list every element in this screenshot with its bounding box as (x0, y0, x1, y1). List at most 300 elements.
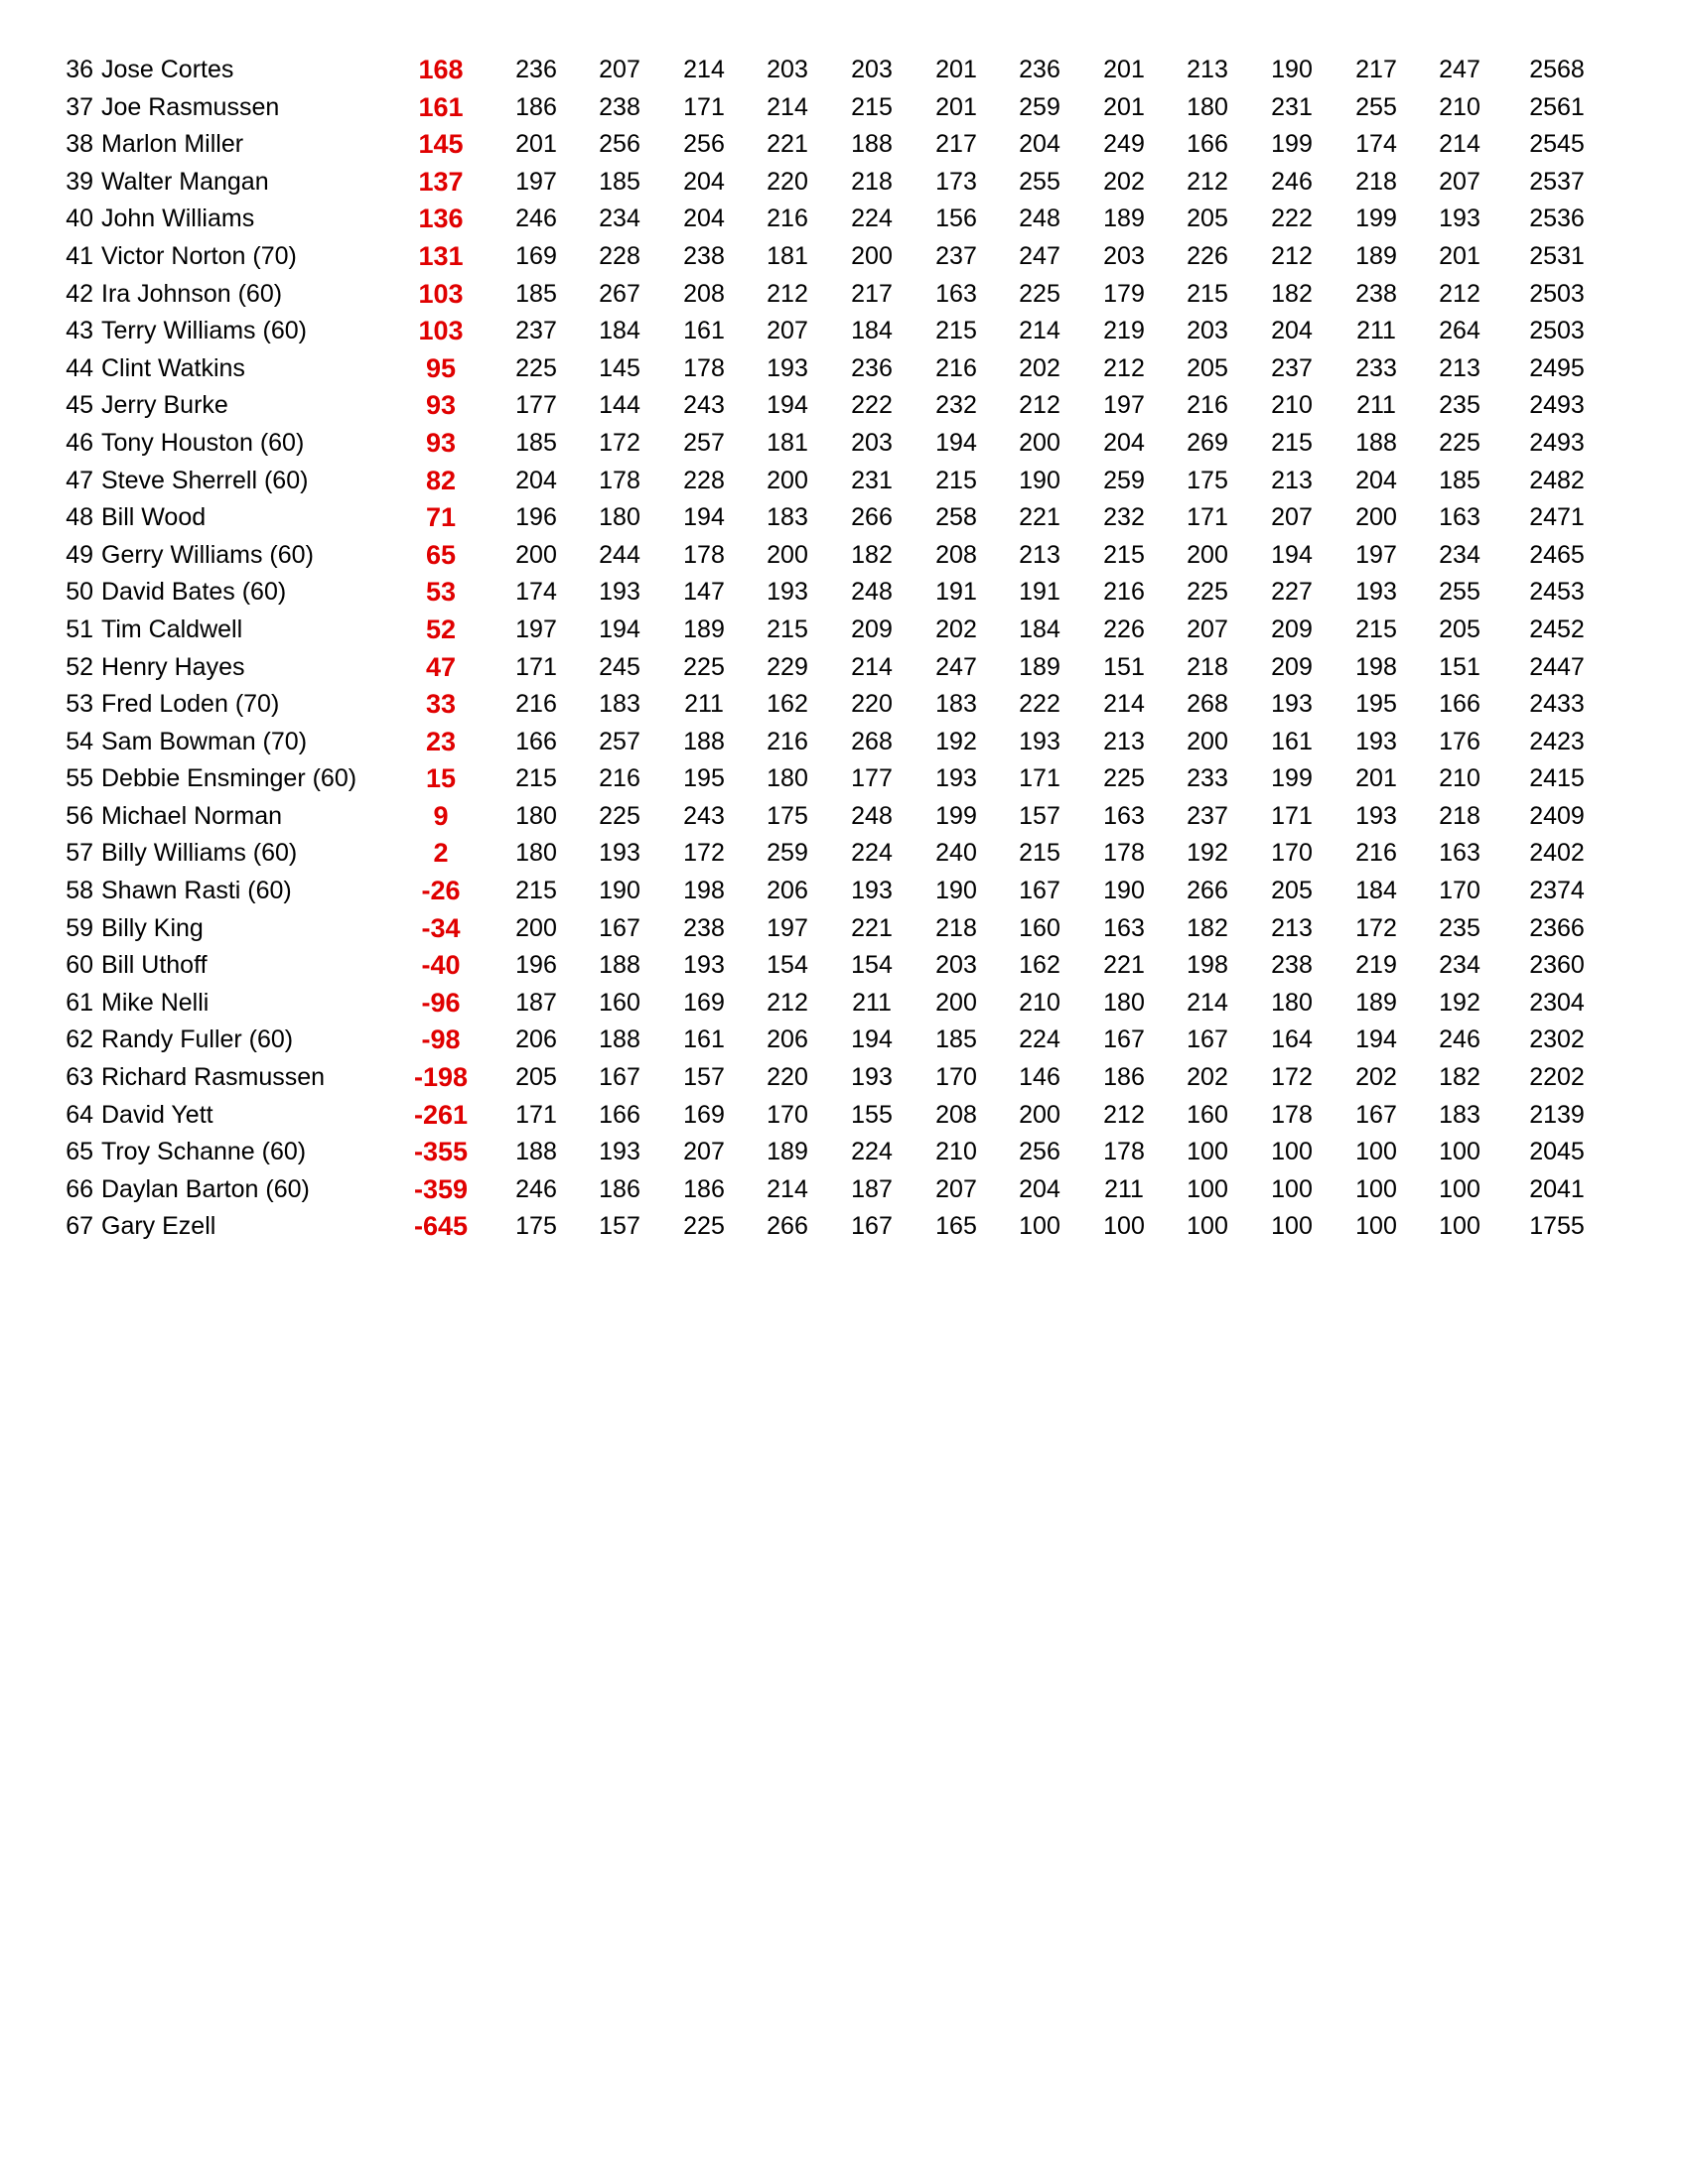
game-score-cell: 218 (1439, 801, 1480, 830)
game-score-cell: 197 (515, 614, 557, 643)
game-score-cell: 170 (935, 1063, 977, 1092)
total-cell: 2423 (1529, 727, 1585, 755)
game-score-cell: 188 (599, 951, 640, 980)
table-row (0, 985, 1688, 1023)
game-score-cell: 215 (1271, 428, 1313, 457)
game-score-cell: 210 (1439, 92, 1480, 121)
game-score-cell: 196 (515, 951, 557, 980)
game-score-cell: 194 (767, 391, 808, 420)
rank-cell: 41 (66, 241, 93, 270)
bowler-name-cell: John Williams (101, 205, 255, 233)
game-score-cell: 165 (935, 1212, 977, 1241)
game-score-cell: 255 (1439, 578, 1480, 607)
game-score-cell: 151 (1103, 652, 1145, 681)
game-score-cell: 213 (1103, 727, 1145, 755)
game-score-cell: 213 (1187, 56, 1228, 83)
rank-cell: 44 (66, 353, 93, 382)
game-score-cell: 201 (1103, 56, 1145, 83)
bowler-name-cell: Richard Rasmussen (101, 1063, 326, 1092)
game-score-cell: 256 (599, 130, 640, 159)
rank-cell: 59 (66, 913, 93, 942)
game-score-cell: 240 (935, 839, 977, 868)
game-score-cell: 193 (1439, 205, 1480, 233)
game-score-cell: 185 (935, 1025, 977, 1054)
game-score-cell: 209 (1271, 614, 1313, 643)
game-score-cell: 193 (599, 1138, 640, 1166)
game-score-cell: 180 (1103, 988, 1145, 1017)
game-score-cell: 170 (1271, 839, 1313, 868)
bowler-name-cell: Tim Caldwell (101, 614, 243, 643)
bowler-name-cell: Marlon Miller (101, 130, 244, 159)
rank-cell: 60 (66, 951, 93, 980)
game-score-cell: 237 (1187, 801, 1228, 830)
table-row (0, 238, 1688, 276)
game-score-cell: 194 (851, 1025, 893, 1054)
differential-cell: 136 (418, 204, 464, 234)
game-score-cell: 100 (1271, 1174, 1313, 1203)
table-row (0, 1059, 1688, 1097)
bowler-name-cell: Gary Ezell (101, 1212, 216, 1241)
game-score-cell: 185 (515, 428, 557, 457)
game-score-cell: 200 (767, 540, 808, 569)
game-score-cell: 202 (935, 614, 977, 643)
table-row (0, 1171, 1688, 1209)
game-score-cell: 221 (1103, 951, 1145, 980)
game-score-cell: 100 (1355, 1212, 1397, 1241)
game-score-cell: 184 (1019, 614, 1060, 643)
game-score-cell: 200 (767, 466, 808, 494)
differential-cell: 137 (418, 166, 464, 197)
game-score-cell: 157 (683, 1063, 725, 1092)
game-score-cell: 175 (1187, 466, 1228, 494)
bowler-name-cell: Sam Bowman (70) (101, 727, 308, 755)
total-cell: 2503 (1529, 279, 1585, 308)
game-score-cell: 167 (1355, 1100, 1397, 1129)
game-score-cell: 195 (1355, 690, 1397, 719)
game-score-cell: 225 (1019, 279, 1060, 308)
differential-cell: 71 (425, 502, 457, 533)
game-score-cell: 163 (1103, 801, 1145, 830)
game-score-cell: 189 (1355, 988, 1397, 1017)
bowler-name-cell: Victor Norton (70) (101, 241, 297, 270)
game-score-cell: 167 (1187, 1025, 1228, 1054)
game-score-cell: 195 (683, 764, 725, 793)
game-score-cell: 100 (1187, 1138, 1228, 1166)
game-score-cell: 214 (1019, 317, 1060, 345)
game-score-cell: 200 (935, 988, 977, 1017)
game-score-cell: 215 (935, 466, 977, 494)
game-score-cell: 154 (767, 951, 808, 980)
game-score-cell: 216 (935, 353, 977, 382)
game-score-cell: 100 (1355, 1174, 1397, 1203)
game-score-cell: 182 (1187, 913, 1228, 942)
game-score-cell: 163 (935, 279, 977, 308)
game-score-cell: 216 (1187, 391, 1228, 420)
bowler-name-cell: Billy Williams (60) (101, 839, 298, 868)
game-score-cell: 196 (515, 503, 557, 532)
differential-cell: 33 (425, 689, 457, 720)
total-cell: 2536 (1529, 205, 1585, 233)
game-score-cell: 204 (515, 466, 557, 494)
game-score-cell: 203 (935, 951, 977, 980)
rank-cell: 40 (66, 205, 93, 233)
game-score-cell: 193 (935, 764, 977, 793)
game-score-cell: 180 (1271, 988, 1313, 1017)
game-score-cell: 191 (935, 578, 977, 607)
game-score-cell: 220 (767, 1063, 808, 1092)
game-score-cell: 161 (683, 1025, 725, 1054)
rank-cell: 48 (66, 503, 93, 532)
game-score-cell: 206 (515, 1025, 557, 1054)
game-score-cell: 246 (1439, 1025, 1480, 1054)
game-score-cell: 171 (683, 92, 725, 121)
game-score-cell: 215 (1019, 839, 1060, 868)
game-score-cell: 215 (1103, 540, 1145, 569)
game-score-cell: 190 (599, 877, 640, 905)
rank-cell: 37 (66, 92, 93, 121)
game-score-cell: 205 (1271, 877, 1313, 905)
bowler-name-cell: Troy Schanne (60) (101, 1138, 307, 1166)
differential-cell: 23 (425, 726, 457, 756)
total-cell: 2139 (1529, 1100, 1585, 1129)
game-score-cell: 221 (767, 130, 808, 159)
game-score-cell: 217 (851, 279, 893, 308)
game-score-cell: 221 (851, 913, 893, 942)
rank-cell: 46 (66, 428, 93, 457)
table-row (0, 760, 1688, 798)
total-cell: 2045 (1529, 1138, 1585, 1166)
table-row (0, 537, 1688, 575)
game-score-cell: 160 (599, 988, 640, 1017)
table-row (0, 798, 1688, 836)
game-score-cell: 235 (1439, 913, 1480, 942)
game-score-cell: 207 (935, 1174, 977, 1203)
game-score-cell: 178 (599, 466, 640, 494)
game-score-cell: 259 (1103, 466, 1145, 494)
game-score-cell: 178 (683, 540, 725, 569)
game-score-cell: 183 (599, 690, 640, 719)
game-score-cell: 182 (1439, 1063, 1480, 1092)
table-row (0, 387, 1688, 425)
game-score-cell: 167 (599, 1063, 640, 1092)
game-score-cell: 199 (1271, 764, 1313, 793)
game-score-cell: 218 (1187, 652, 1228, 681)
game-score-cell: 199 (1271, 130, 1313, 159)
game-score-cell: 205 (1187, 353, 1228, 382)
game-score-cell: 197 (767, 913, 808, 942)
game-score-cell: 214 (683, 56, 725, 83)
table-row (0, 1022, 1688, 1059)
differential-cell: 9 (433, 800, 449, 831)
table-row (0, 52, 1688, 89)
game-score-cell: 200 (515, 913, 557, 942)
game-score-cell: 245 (599, 652, 640, 681)
game-score-cell: 100 (1355, 1138, 1397, 1166)
game-score-cell: 170 (767, 1100, 808, 1129)
game-score-cell: 236 (515, 56, 557, 83)
game-score-cell: 193 (767, 578, 808, 607)
bowler-name-cell: Debbie Ensminger (60) (101, 764, 357, 793)
game-score-cell: 100 (1439, 1174, 1480, 1203)
game-score-cell: 232 (1103, 503, 1145, 532)
game-score-cell: 180 (767, 764, 808, 793)
total-cell: 2495 (1529, 353, 1585, 382)
game-score-cell: 197 (1103, 391, 1145, 420)
game-score-cell: 244 (599, 540, 640, 569)
game-score-cell: 219 (1103, 317, 1145, 345)
game-score-cell: 236 (851, 353, 893, 382)
game-score-cell: 214 (767, 1174, 808, 1203)
total-cell: 2493 (1529, 391, 1585, 420)
differential-cell: 15 (425, 763, 457, 794)
game-score-cell: 224 (1019, 1025, 1060, 1054)
game-score-cell: 194 (1271, 540, 1313, 569)
game-score-cell: 216 (515, 690, 557, 719)
game-score-cell: 187 (851, 1174, 893, 1203)
game-score-cell: 197 (1355, 540, 1397, 569)
game-score-cell: 247 (1439, 56, 1480, 83)
differential-cell: 47 (425, 651, 457, 682)
game-score-cell: 207 (599, 56, 640, 83)
game-score-cell: 197 (515, 167, 557, 196)
game-score-cell: 200 (1019, 428, 1060, 457)
total-cell: 2360 (1529, 951, 1585, 980)
game-score-cell: 238 (683, 913, 725, 942)
rank-cell: 39 (66, 167, 93, 196)
game-score-cell: 167 (1019, 877, 1060, 905)
game-score-cell: 218 (935, 913, 977, 942)
total-cell: 2409 (1529, 801, 1585, 830)
game-score-cell: 157 (599, 1212, 640, 1241)
game-score-cell: 238 (683, 241, 725, 270)
game-score-cell: 171 (1187, 503, 1228, 532)
game-score-cell: 145 (599, 353, 640, 382)
game-score-cell: 186 (515, 92, 557, 121)
game-score-cell: 224 (851, 839, 893, 868)
game-score-cell: 266 (851, 503, 893, 532)
game-score-cell: 178 (683, 353, 725, 382)
table-row (0, 724, 1688, 761)
game-score-cell: 185 (1439, 466, 1480, 494)
game-score-cell: 236 (1019, 56, 1060, 83)
game-score-cell: 193 (767, 353, 808, 382)
rank-cell: 43 (66, 317, 93, 345)
game-score-cell: 172 (683, 839, 725, 868)
rank-cell: 42 (66, 279, 93, 308)
differential-cell: 2 (433, 838, 449, 869)
game-score-cell: 238 (1355, 279, 1397, 308)
game-score-cell: 266 (767, 1212, 808, 1241)
game-score-cell: 157 (1019, 801, 1060, 830)
differential-cell: 145 (418, 129, 464, 160)
game-score-cell: 146 (1019, 1063, 1060, 1092)
differential-cell: -96 (421, 987, 461, 1018)
total-cell: 2493 (1529, 428, 1585, 457)
game-score-cell: 205 (1439, 614, 1480, 643)
game-score-cell: 225 (1439, 428, 1480, 457)
total-cell: 2452 (1529, 614, 1585, 643)
game-score-cell: 200 (1019, 1100, 1060, 1129)
game-score-cell: 215 (767, 614, 808, 643)
game-score-cell: 167 (1103, 1025, 1145, 1054)
game-score-cell: 154 (851, 951, 893, 980)
game-score-cell: 192 (1187, 839, 1228, 868)
game-score-cell: 188 (515, 1138, 557, 1166)
game-score-cell: 175 (767, 801, 808, 830)
game-score-cell: 214 (767, 92, 808, 121)
table-row (0, 649, 1688, 687)
game-score-cell: 229 (767, 652, 808, 681)
game-score-cell: 199 (1355, 205, 1397, 233)
bowler-name-cell: Fred Loden (70) (101, 690, 280, 719)
total-cell: 2041 (1529, 1174, 1585, 1203)
total-cell: 2471 (1529, 503, 1585, 532)
game-score-cell: 269 (1187, 428, 1228, 457)
bowler-name-cell: Clint Watkins (101, 353, 245, 382)
rank-cell: 62 (66, 1025, 93, 1054)
game-score-cell: 201 (1439, 241, 1480, 270)
rank-cell: 63 (66, 1063, 93, 1092)
game-score-cell: 211 (1356, 391, 1396, 420)
game-score-cell: 238 (599, 92, 640, 121)
game-score-cell: 207 (683, 1138, 725, 1166)
game-score-cell: 188 (1355, 428, 1397, 457)
game-score-cell: 193 (1271, 690, 1313, 719)
differential-cell: -261 (413, 1099, 469, 1130)
game-score-cell: 204 (683, 205, 725, 233)
table-row (0, 313, 1688, 350)
game-score-cell: 214 (1439, 130, 1480, 159)
bowler-name-cell: Randy Fuller (60) (101, 1025, 294, 1054)
game-score-cell: 212 (1103, 353, 1145, 382)
game-score-cell: 231 (851, 466, 893, 494)
rank-cell: 65 (66, 1138, 93, 1166)
game-score-cell: 238 (1271, 951, 1313, 980)
bowler-name-cell: Walter Mangan (101, 167, 269, 196)
differential-cell: 103 (418, 278, 464, 309)
total-cell: 2302 (1529, 1025, 1585, 1054)
differential-cell: 168 (418, 55, 464, 84)
game-score-cell: 217 (1355, 56, 1397, 83)
game-score-cell: 213 (1439, 353, 1480, 382)
game-score-cell: 163 (1439, 839, 1480, 868)
game-score-cell: 201 (1103, 92, 1145, 121)
game-score-cell: 213 (1271, 466, 1313, 494)
table-row (0, 1097, 1688, 1135)
game-score-cell: 234 (1439, 540, 1480, 569)
game-score-cell: 172 (1271, 1063, 1313, 1092)
game-score-cell: 220 (767, 167, 808, 196)
game-score-cell: 246 (1271, 167, 1313, 196)
game-score-cell: 215 (935, 317, 977, 345)
game-score-cell: 204 (1019, 1174, 1060, 1203)
game-score-cell: 204 (683, 167, 725, 196)
bowler-name-cell: Terry Williams (60) (101, 317, 307, 345)
game-score-cell: 248 (851, 801, 893, 830)
game-score-cell: 100 (1019, 1212, 1060, 1241)
game-score-cell: 215 (851, 92, 893, 121)
rank-cell: 36 (66, 56, 93, 83)
rank-cell: 64 (66, 1100, 93, 1129)
game-score-cell: 186 (599, 1174, 640, 1203)
differential-cell: 53 (425, 577, 457, 608)
differential-cell: -98 (421, 1024, 461, 1055)
game-score-cell: 200 (851, 241, 893, 270)
game-score-cell: 203 (1103, 241, 1145, 270)
game-score-cell: 208 (935, 540, 977, 569)
game-score-cell: 194 (1355, 1025, 1397, 1054)
game-score-cell: 183 (1439, 1100, 1480, 1129)
rank-cell: 54 (66, 727, 93, 755)
table-row (0, 89, 1688, 127)
bowler-name-cell: David Bates (60) (101, 578, 287, 607)
game-score-cell: 198 (1187, 951, 1228, 980)
game-score-cell: 180 (1187, 92, 1228, 121)
game-score-cell: 198 (683, 877, 725, 905)
rank-cell: 50 (66, 578, 93, 607)
rank-cell: 66 (66, 1174, 93, 1203)
game-score-cell: 184 (1355, 877, 1397, 905)
game-score-cell: 212 (1103, 1100, 1145, 1129)
game-score-cell: 258 (935, 503, 977, 532)
total-cell: 2447 (1529, 652, 1585, 681)
game-score-cell: 225 (599, 801, 640, 830)
game-score-cell: 247 (935, 652, 977, 681)
game-score-cell: 100 (1439, 1138, 1480, 1166)
game-score-cell: 203 (767, 56, 808, 83)
rank-cell: 57 (66, 839, 93, 868)
game-score-cell: 237 (1271, 353, 1313, 382)
total-cell: 2568 (1529, 56, 1585, 83)
bowler-name-cell: Gerry Williams (60) (101, 540, 314, 569)
game-score-cell: 210 (935, 1138, 977, 1166)
game-score-cell: 200 (1355, 503, 1397, 532)
game-score-cell: 184 (851, 317, 893, 345)
differential-cell: 93 (425, 390, 457, 421)
bowler-name-cell: Jose Cortes (101, 56, 234, 83)
game-score-cell: 237 (935, 241, 977, 270)
table-row (0, 499, 1688, 537)
game-score-cell: 210 (1439, 764, 1480, 793)
game-score-cell: 226 (1187, 241, 1228, 270)
game-score-cell: 184 (599, 317, 640, 345)
game-score-cell: 162 (1019, 951, 1060, 980)
game-score-cell: 194 (683, 503, 725, 532)
rank-cell: 61 (66, 988, 93, 1017)
game-score-cell: 176 (1439, 727, 1480, 755)
game-score-cell: 227 (1271, 578, 1313, 607)
game-score-cell: 190 (1103, 877, 1145, 905)
total-cell: 2415 (1529, 764, 1585, 793)
bowler-name-cell: Jerry Burke (101, 391, 228, 420)
game-score-cell: 215 (1187, 279, 1228, 308)
game-score-cell: 200 (515, 540, 557, 569)
table-row (0, 686, 1688, 724)
game-score-cell: 175 (515, 1212, 557, 1241)
game-score-cell: 160 (1187, 1100, 1228, 1129)
table-row (0, 1134, 1688, 1171)
game-score-cell: 210 (1019, 988, 1060, 1017)
table-row (0, 425, 1688, 463)
game-score-cell: 179 (1103, 279, 1145, 308)
differential-cell: 95 (425, 352, 457, 383)
game-score-cell: 206 (767, 877, 808, 905)
game-score-cell: 190 (1271, 56, 1313, 83)
game-score-cell: 194 (935, 428, 977, 457)
rank-cell: 55 (66, 764, 93, 793)
game-score-cell: 202 (1103, 167, 1145, 196)
game-score-cell: 174 (1355, 130, 1397, 159)
